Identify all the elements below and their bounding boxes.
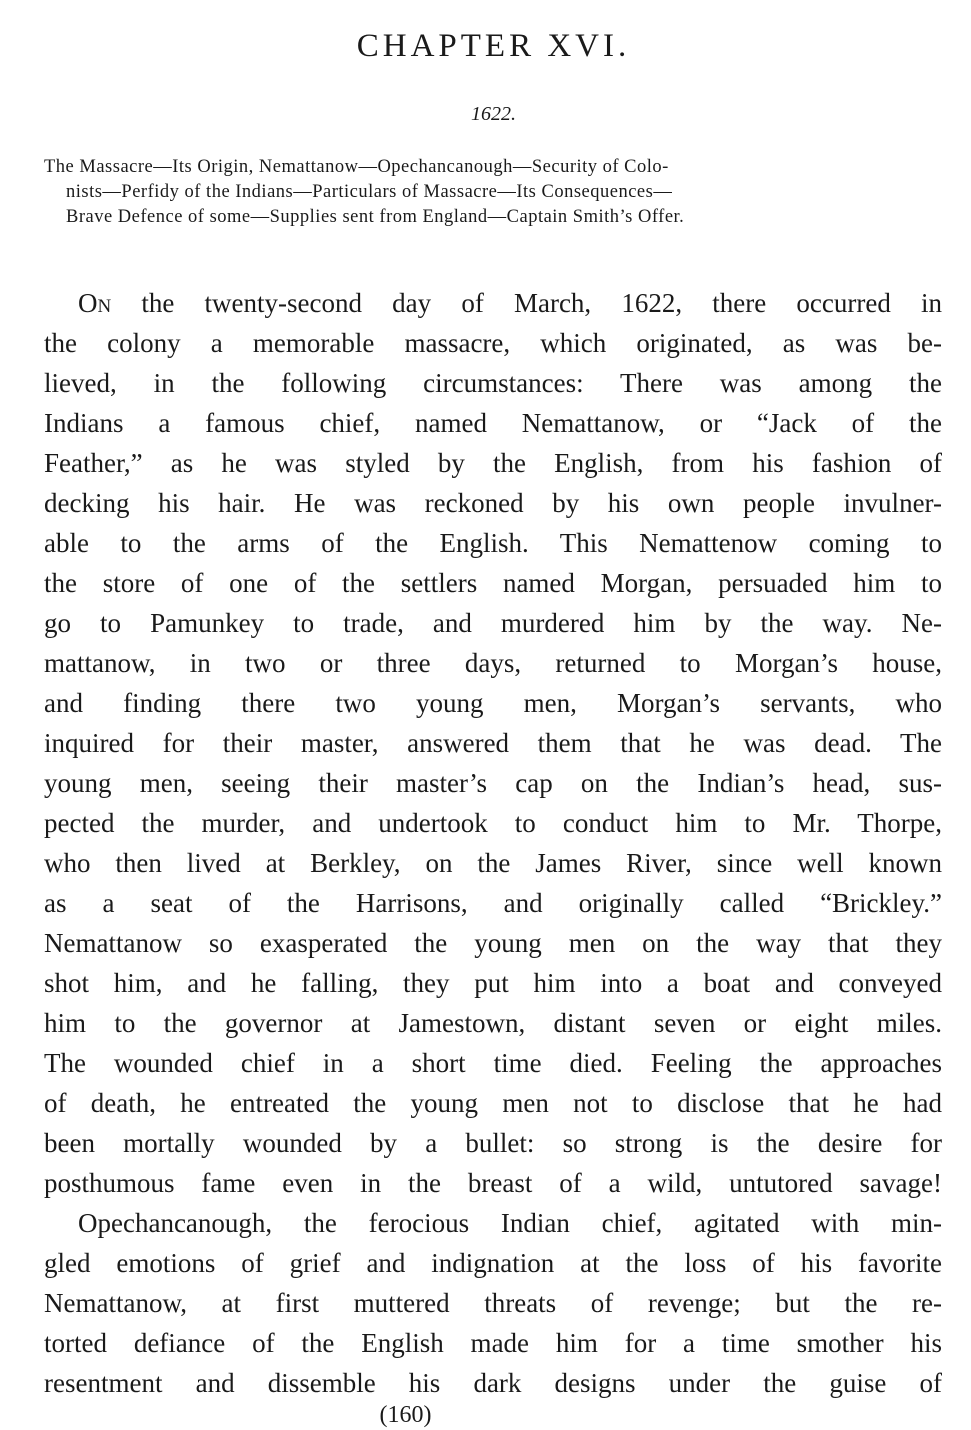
text-line	[44, 283, 942, 323]
text-line: Nemattanow so exasperated the young men on the way that they	[44, 928, 942, 958]
text-line: torted defiance of the English made him for a time smother his	[44, 1328, 942, 1358]
text-line: gled emotions of grief and indignation at the loss of his favorite	[44, 1248, 942, 1278]
text-line: inquired for their master, answered them that he was dead. The	[44, 728, 942, 758]
text-line: Opechancanough, the ferocious Indian chief, agitated with min-	[78, 1208, 942, 1238]
text-line: The wounded chief in a short time died. Feeling the approaches	[44, 1048, 942, 1078]
chapter-year: 1622.	[471, 103, 516, 125]
text-line: Feather,” as he was styled by the English, from his fashion of	[44, 448, 942, 478]
text-line: who then lived at Berkley, on the James River, since well known	[44, 848, 942, 878]
text-line: of death, he entreated the young men not to disclose that he had	[44, 1088, 942, 1118]
text-line: decking his hair. He was reckoned by his own people invulner-	[44, 488, 942, 518]
text-line: resentment and dissemble his dark designs under the guise of	[44, 1368, 942, 1398]
synopsis-line: The Massacre—Its Origin, Nemattanow—Opechancanough—Security of Colo-	[44, 157, 669, 177]
synopsis-line: nists—Perfidy of the Indians—Particulars of Massacre—Its Consequences—	[66, 182, 673, 202]
text-line: posthumous fame even in the breast of a wild, untutored savage!	[44, 1168, 942, 1198]
text-line: the store of one of the settlers named Morgan, persuaded him to	[44, 568, 942, 598]
text-line: lieved, in the following circumstances: There was among the	[44, 368, 942, 398]
chapter-synopsis	[44, 155, 942, 230]
text-line: and finding there two young men, Morgan’s servants, who	[44, 688, 942, 718]
chapter-title: CHAPTER XVI.	[356, 28, 631, 64]
text-line: mattanow, in two or three days, returned to Morgan’s house,	[44, 648, 942, 678]
text-line: the colony a memorable massacre, which originated, as was be-	[44, 328, 942, 358]
text-line: as a seat of the Harrisons, and originally called “Brickley.”	[44, 888, 942, 918]
text-line: shot him, and he falling, they put him into a boat and conveyed	[44, 968, 942, 998]
text-line: Nemattanow, at first muttered threats of revenge; but the re-	[44, 1288, 942, 1318]
text-line: pected the murder, and undertook to conduct him to Mr. Thorpe,	[44, 808, 942, 838]
text-line-rest: the twenty-second day of March, 1622, there occurred in	[111, 288, 942, 318]
synopsis-line: Brave Defence of some—Supplies sent from England—Captain Smith’s Offer.	[66, 207, 685, 227]
text-line: him to the governor at Jamestown, distant seven or eight miles.	[44, 1008, 942, 1038]
text-line: young men, seeing their master’s cap on the Indian’s head, sus-	[44, 768, 942, 798]
text-line: go to Pamunkey to trade, and murdered him by the way. Ne-	[44, 608, 942, 638]
body-text	[44, 283, 942, 1403]
text-line: been mortally wounded by a bullet: so strong is the desire for	[44, 1128, 942, 1158]
text-line: Indians a famous chief, named Nemattanow, or “Jack of the	[44, 408, 942, 438]
page-number: (160)	[379, 1402, 432, 1428]
opening-word: On	[78, 288, 112, 318]
text-line: able to the arms of the English. This Nemattenow coming to	[44, 528, 942, 558]
